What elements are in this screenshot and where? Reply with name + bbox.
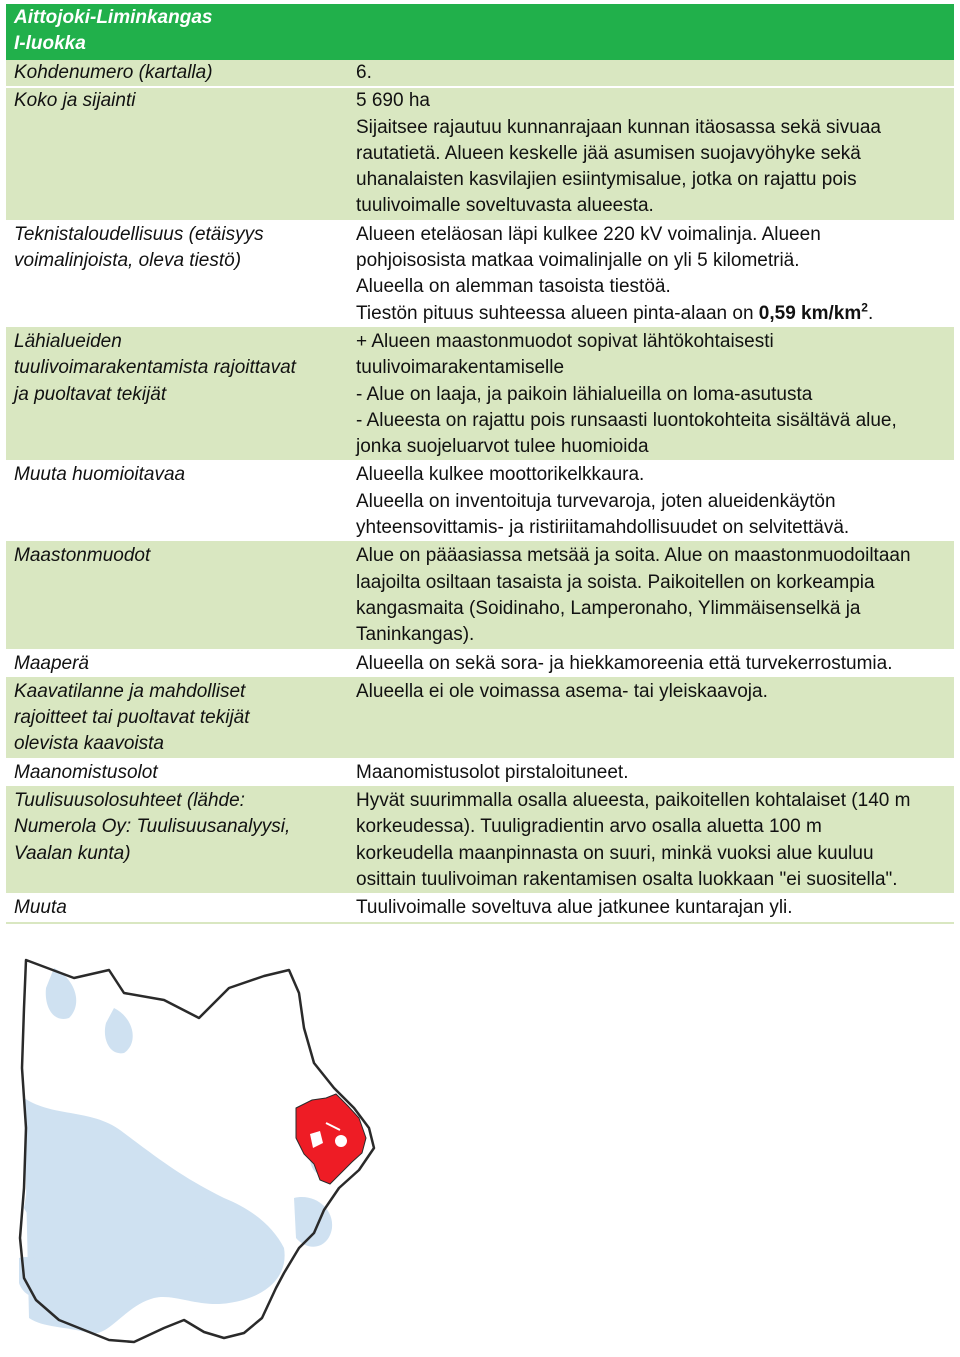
table-row <box>6 221 954 328</box>
municipality-map <box>14 948 394 1348</box>
row-value: Alueella ei ole voimassa asema- tai yleiskaavoja. <box>348 678 954 759</box>
row-value: Maanomistusolot pirstaloituneet. <box>348 759 954 787</box>
lake-shape <box>46 968 76 1019</box>
area-header <box>6 4 954 60</box>
row-label: Maanomistusolot <box>6 759 348 787</box>
wind-area-shape <box>296 1094 366 1184</box>
row-value: + Alueen maastonmuodot sopivat lähtökohtaisesti tuulivoimarakentamiselle - Alue on laaja, ja paikoin lähialueilla on loma-asutusta - Alueesta on rajattu pois runsaasti luontokohteita sisältävä alue, jonka suojeluarvot tulee huomioida <box>348 328 954 461</box>
row-label: Lähialueiden tuulivoimarakentamista rajoittavat ja puoltavat tekijät <box>6 328 348 461</box>
row-label: Muuta <box>6 894 348 922</box>
row-value: Alueella kulkee moottorikelkkaura. Alueella on inventoituja turvevaroja, joten alueidenkäytön yhteensovittamis- ja ristiriitamahdollisuudet on selvitettävä. <box>348 461 954 542</box>
area-hole <box>335 1135 347 1147</box>
table-row <box>6 678 954 759</box>
area-title: Aittojoki-Liminkangas <box>14 7 213 28</box>
info-table <box>6 60 954 924</box>
row-value: Tuulivoimalle soveltuva alue jatkunee kuntarajan yli. <box>348 894 954 922</box>
table-row <box>6 542 954 649</box>
row-label: Maastonmuodot <box>6 542 348 649</box>
table-row <box>6 650 954 678</box>
table-row <box>6 894 954 922</box>
lake-shape <box>105 1008 133 1053</box>
row-label: Maaperä <box>6 650 348 678</box>
table-row <box>6 87 954 220</box>
row-value: Alue on pääasiassa metsää ja soita. Alue on maastonmuodoiltaan laajoilta osiltaan tasaista ja soista. Paikoitellen on korkeampia kangasmaita (Soidinaho, Lamperonaho, Ylimmäisenselkä ja Taninkangas). <box>348 542 954 649</box>
road-density-text: Tiestön pituus suhteessa alueen pinta-alaan on 0,59 $km/km^2$. <box>356 300 874 324</box>
table-row <box>6 787 954 894</box>
table-row <box>6 461 954 542</box>
row-label: Koko ja sijainti <box>6 87 348 220</box>
row-value: 5 690 ha Sijaitsee rajautuu kunnanrajaan kunnan itäosassa sekä sivuaa rautatietä. Alueen keskelle jää asumisen suojavyöhyke sekä uhanalaisten kasvilajien esiintymisalue, jotka on rajattu pois tuulivoimalle soveltuvasta alueesta. <box>348 87 954 220</box>
row-label: Kaavatilanne ja mahdolliset rajoitteet tai puoltavat tekijät olevista kaavoista <box>6 678 348 759</box>
info-sheet <box>6 4 954 924</box>
row-value: 6. <box>348 60 954 87</box>
municipality-map-icon <box>14 948 394 1348</box>
row-label: Kohdenumero (kartalla) <box>6 60 348 87</box>
table-row <box>6 759 954 787</box>
row-value: Alueella on sekä sora- ja hiekkamoreenia että turvekerrostumia. <box>348 650 954 678</box>
row-label: Tuulisuusolosuhteet (lähde: Numerola Oy: Tuulisuusanalyysi, Vaalan kunta) <box>6 787 348 894</box>
table-row <box>6 328 954 461</box>
table-row <box>6 60 954 87</box>
row-value: Alueen eteläosan läpi kulkee 220 kV voimalinja. Alueen pohjoisosista matkaa voimalinjalle on yli 5 kilometriä. Alueella on alemman tasoista tiestöä. Tiestön pituus suhteessa alueen pinta-alaan on 0,59 $km/km^2$. <box>348 221 954 328</box>
row-label: Teknistaloudellisuus (etäisyys voimalinjoista, oleva tiestö) <box>6 221 348 328</box>
row-label: Muuta huomioitavaa <box>6 461 348 542</box>
area-class: I-luokka <box>14 33 86 54</box>
row-value: Hyvät suurimmalla osalla alueesta, paikoitellen kohtalaiset (140 m korkeudessa). Tuuligradientin arvo osalla aluetta 100 m korkeudella maanpinnasta on suuri, minkä vuoksi alue kuuluu osittain tuulivoiman rakentamisen osalta luokkaan "ei suositella". <box>348 787 954 894</box>
